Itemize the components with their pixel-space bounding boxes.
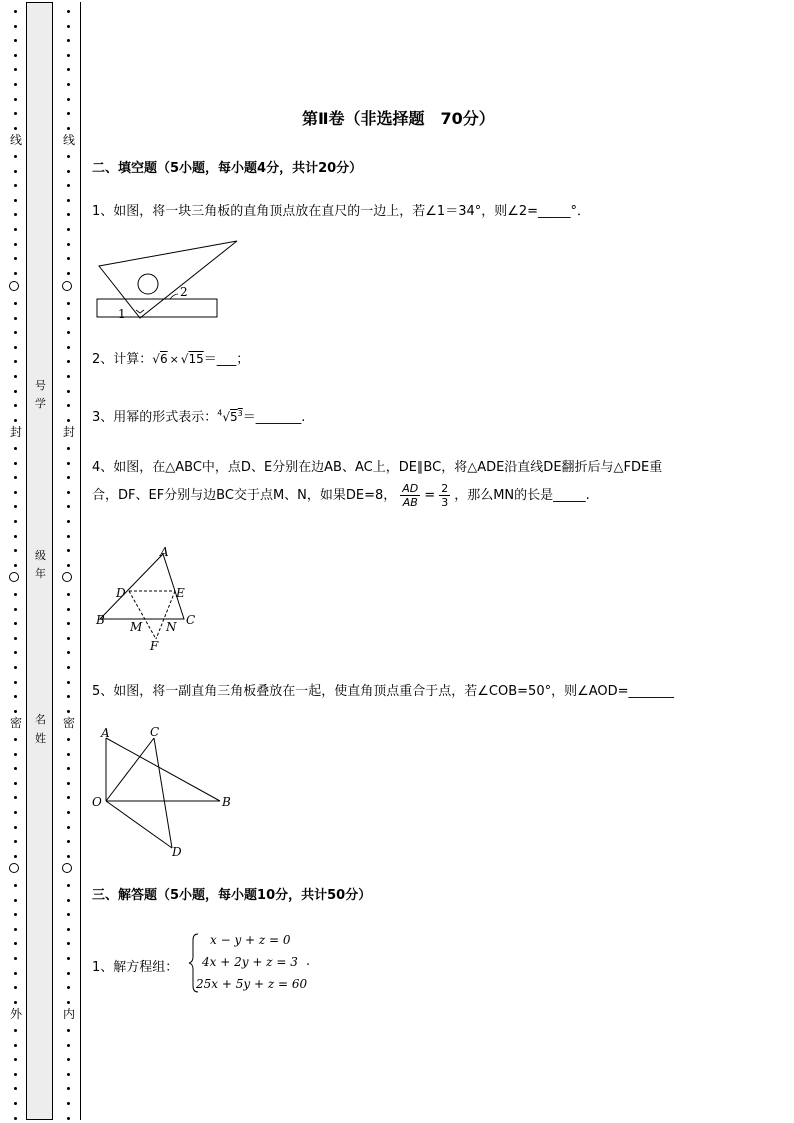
binding-dot (67, 155, 70, 158)
binding-dot (14, 1001, 17, 1004)
binding-dot (14, 637, 17, 640)
point-o-label: O (92, 795, 102, 809)
question-3-suffix: ＝_______. (242, 410, 306, 425)
segment-od (106, 801, 172, 848)
equals-sign: = (424, 488, 436, 503)
binding-dot (67, 899, 70, 902)
binding-dot (67, 170, 70, 173)
binding-dot (67, 972, 70, 975)
point-d-label: D (172, 845, 182, 859)
binding-dot (14, 346, 17, 349)
binding-dot (67, 331, 70, 334)
field-label: 级 (35, 549, 46, 562)
binding-dot (67, 419, 70, 422)
binding-dot (67, 1001, 70, 1004)
binding-dot (14, 622, 17, 625)
binding-dot (67, 811, 70, 814)
point-f-label: F (150, 639, 159, 653)
binding-dot (14, 228, 17, 231)
binding-dot (67, 257, 70, 260)
segment-cd (154, 738, 172, 848)
binding-mark: 密 (62, 716, 75, 730)
angle-1-label: 1 (118, 307, 126, 321)
binding-margin (0, 0, 82, 1123)
binding-dot (67, 505, 70, 508)
field-label: 年 (35, 567, 46, 580)
binding-dot (67, 782, 70, 785)
binding-ring-mark (62, 863, 72, 873)
binding-dot (14, 695, 17, 698)
binding-dot (14, 564, 17, 567)
margin-line (80, 2, 81, 1120)
question-4-line-2 (92, 482, 590, 509)
binding-ring-mark (9, 572, 19, 582)
binding-dot (14, 1102, 17, 1105)
field-label: 号 (35, 379, 46, 392)
point-d-label: D (116, 586, 126, 600)
binding-dot (67, 476, 70, 479)
binding-dot (67, 462, 70, 465)
radicand-exponent: 3 (237, 409, 243, 418)
binding-dot (67, 738, 70, 741)
binding-dot (14, 447, 17, 450)
binding-mark: 线 (62, 133, 75, 147)
binding-dot (14, 1044, 17, 1047)
circle-hole-shape (138, 274, 158, 294)
fraction-denominator: AB (402, 496, 418, 509)
binding-dot (67, 491, 70, 494)
solve-1-prefix: 1、解方程组： (92, 960, 179, 975)
binding-dot (14, 957, 17, 960)
question-4-text-b: ，那么MN的长是_____. (454, 488, 590, 503)
binding-dot (67, 1058, 70, 1061)
fraction-ad-ab (400, 482, 420, 509)
binding-dot (14, 25, 17, 28)
binding-dot (14, 390, 17, 393)
binding-dot (14, 39, 17, 42)
question-5-figure (92, 720, 242, 862)
binding-dot (67, 98, 70, 101)
binding-mark: 内 (62, 1007, 75, 1021)
binding-dot (67, 637, 70, 640)
binding-dot (14, 505, 17, 508)
binding-dot (67, 1073, 70, 1076)
binding-dot (14, 666, 17, 669)
binding-dot (14, 796, 17, 799)
binding-dot (67, 1102, 70, 1105)
binding-dot (14, 331, 17, 334)
point-a-label: A (160, 545, 169, 559)
binding-dot (14, 155, 17, 158)
binding-dot (67, 243, 70, 246)
question-2-prefix: 2、计算： (92, 352, 153, 367)
binding-dot (67, 767, 70, 770)
radicand-6: 6 (159, 352, 168, 366)
binding-dot (14, 419, 17, 422)
binding-dot (14, 811, 17, 814)
binding-dot (14, 782, 17, 785)
binding-dot (14, 520, 17, 523)
binding-dot (67, 1087, 70, 1090)
binding-dot (67, 549, 70, 552)
binding-dot (67, 360, 70, 363)
binding-dot (67, 826, 70, 829)
binding-dot (14, 651, 17, 654)
binding-dot (67, 796, 70, 799)
section-solve-heading: 三、解答题（5小题，每小题10分，共计50分） (92, 888, 372, 903)
binding-dot (14, 1087, 17, 1090)
binding-dot (14, 899, 17, 902)
binding-dot (14, 127, 17, 130)
binding-ring-mark (62, 572, 72, 582)
binding-mark: 封 (9, 425, 22, 439)
binding-dot (67, 112, 70, 115)
binding-dot (14, 928, 17, 931)
equation-2: 4x + 2y + z = 3 (202, 955, 298, 969)
binding-dot (67, 564, 70, 567)
binding-dot (67, 25, 70, 28)
binding-dots-left (6, 0, 26, 1123)
binding-dot (67, 681, 70, 684)
binding-dot (67, 855, 70, 858)
question-4-figure (92, 542, 212, 654)
student-info-band (26, 2, 53, 1120)
binding-dot (67, 10, 70, 13)
binding-dot (14, 767, 17, 770)
binding-dot (14, 753, 17, 756)
binding-dot (14, 98, 17, 101)
point-c-label: C (186, 613, 196, 627)
binding-dot (14, 986, 17, 989)
binding-mark: 外 (9, 1007, 22, 1021)
ruler-shape (97, 299, 217, 317)
binding-dot (14, 942, 17, 945)
fraction-numerator: AD (402, 482, 419, 495)
radical: $√5^3$ (222, 409, 243, 424)
binding-ring-mark (9, 863, 19, 873)
binding-dot (67, 54, 70, 57)
binding-dot (14, 243, 17, 246)
section-fill-blank-heading: 二、填空题（5小题，每小题4分，共计20分） (92, 161, 363, 176)
binding-dot (14, 1029, 17, 1032)
binding-dot (67, 39, 70, 42)
binding-dot (14, 476, 17, 479)
point-n-label: N (166, 620, 177, 634)
binding-dots-right (59, 0, 79, 1123)
binding-dot (67, 651, 70, 654)
binding-dot (14, 170, 17, 173)
binding-dot (14, 681, 17, 684)
binding-dot (67, 447, 70, 450)
segment-oc (106, 738, 154, 801)
binding-dot (67, 302, 70, 305)
angle-2-arc (170, 294, 178, 299)
binding-dot (14, 491, 17, 494)
binding-dot (14, 462, 17, 465)
triangle-abc (100, 554, 184, 619)
right-angle-mark (136, 310, 144, 313)
point-b-label: B (96, 613, 105, 627)
question-4-line-1: 4、如图，在△ABC中，点D、E分别在边AB、AC上，DE∥BC，将△ADE沿直线DE翻折后与△FDE重 (92, 460, 663, 475)
angle-2-label: 2 (180, 285, 188, 299)
binding-dot (67, 666, 70, 669)
binding-dot (14, 1058, 17, 1061)
equation-1: x − y + z = 0 (210, 933, 291, 947)
binding-dot (14, 10, 17, 13)
binding-dot (14, 184, 17, 187)
question-1: 1、如图，将一块三角板的直角顶点放在直尺的一边上，若∠1＝34°，则∠2=_____°． (92, 204, 591, 219)
binding-dot (67, 710, 70, 713)
field-label: 名 (35, 713, 46, 726)
binding-dot (14, 360, 17, 363)
binding-dot (14, 593, 17, 596)
binding-dot (14, 855, 17, 858)
sqrt-6: √6 (152, 352, 168, 366)
point-b-label: B (222, 795, 231, 809)
binding-dot (14, 54, 17, 57)
fraction-numerator: 2 (441, 482, 449, 495)
radicand-15: 15 (188, 352, 204, 366)
binding-dot (67, 1029, 70, 1032)
binding-dot (67, 1117, 70, 1120)
question-3-prefix: 3、用幂的形式表示： (92, 410, 218, 425)
fraction-denominator: 3 (441, 496, 449, 509)
binding-dot (67, 928, 70, 931)
binding-dot (67, 68, 70, 71)
radicand-base: 5 (230, 410, 238, 424)
binding-dot (67, 535, 70, 538)
question-2 (92, 348, 249, 367)
binding-dot (14, 112, 17, 115)
binding-mark: 线 (9, 133, 22, 147)
binding-dot (14, 535, 17, 538)
sqrt-15: √15 (180, 352, 204, 366)
binding-dot (67, 695, 70, 698)
times-sign: × (169, 353, 179, 366)
page-title: 第Ⅱ卷（非选择题 70分） (302, 109, 495, 128)
field-label: 学 (35, 397, 46, 410)
binding-dot (14, 608, 17, 611)
binding-dot (67, 317, 70, 320)
point-e-label: E (176, 586, 185, 600)
binding-dot (14, 68, 17, 71)
question-2-suffix: ＝___； (203, 352, 250, 367)
binding-dot (14, 549, 17, 552)
binding-dot (14, 884, 17, 887)
binding-dot (14, 840, 17, 843)
question-3 (92, 406, 305, 425)
binding-dot (14, 1073, 17, 1076)
binding-mark: 封 (62, 425, 75, 439)
point-m-label: M (130, 620, 143, 634)
binding-dot (67, 520, 70, 523)
binding-dot (67, 1044, 70, 1047)
root-index: 4 (217, 408, 223, 418)
binding-dot (67, 986, 70, 989)
binding-dot (14, 404, 17, 407)
binding-dot (67, 228, 70, 231)
binding-dot (14, 272, 17, 275)
binding-dot (14, 257, 17, 260)
question-4-text-a: 合，DF、EF分别与边BC交于点M、N，如果DE=8， (92, 488, 397, 503)
binding-dot (67, 375, 70, 378)
binding-dot (14, 83, 17, 86)
binding-dot (14, 826, 17, 829)
point-c-label: C (150, 725, 160, 739)
binding-dot (67, 184, 70, 187)
binding-dot (14, 1117, 17, 1120)
binding-dot (67, 942, 70, 945)
binding-dot (14, 913, 17, 916)
fraction-two-thirds (439, 482, 450, 509)
binding-dot (67, 622, 70, 625)
binding-dot (67, 346, 70, 349)
binding-dot (67, 884, 70, 887)
equation-3: 25x + 5y + z = 60 (196, 977, 308, 991)
binding-dot (67, 199, 70, 202)
binding-dot (67, 213, 70, 216)
binding-dot (14, 710, 17, 713)
binding-dot (67, 127, 70, 130)
binding-dot (14, 213, 17, 216)
binding-dot (14, 302, 17, 305)
binding-dot (67, 753, 70, 756)
binding-dot (67, 404, 70, 407)
solve-1-suffix: . (306, 954, 311, 969)
binding-dot (67, 913, 70, 916)
binding-dot (14, 972, 17, 975)
binding-mark: 密 (9, 716, 22, 730)
binding-dot (14, 738, 17, 741)
question-5: 5、如图，将一副直角三角板叠放在一起，使直角顶点重合于点，若∠COB=50°，则∠AOD=_______ (92, 684, 675, 699)
binding-dot (67, 840, 70, 843)
point-a-label: A (101, 726, 110, 740)
binding-dot (67, 390, 70, 393)
field-label: 姓 (35, 732, 46, 745)
binding-dot (67, 608, 70, 611)
binding-dot (67, 272, 70, 275)
question-1-figure (92, 236, 252, 326)
binding-dot (67, 957, 70, 960)
binding-dot (14, 375, 17, 378)
binding-ring-mark (9, 281, 19, 291)
binding-ring-mark (62, 281, 72, 291)
binding-dot (14, 199, 17, 202)
binding-dot (67, 593, 70, 596)
binding-dot (14, 317, 17, 320)
binding-dot (67, 83, 70, 86)
